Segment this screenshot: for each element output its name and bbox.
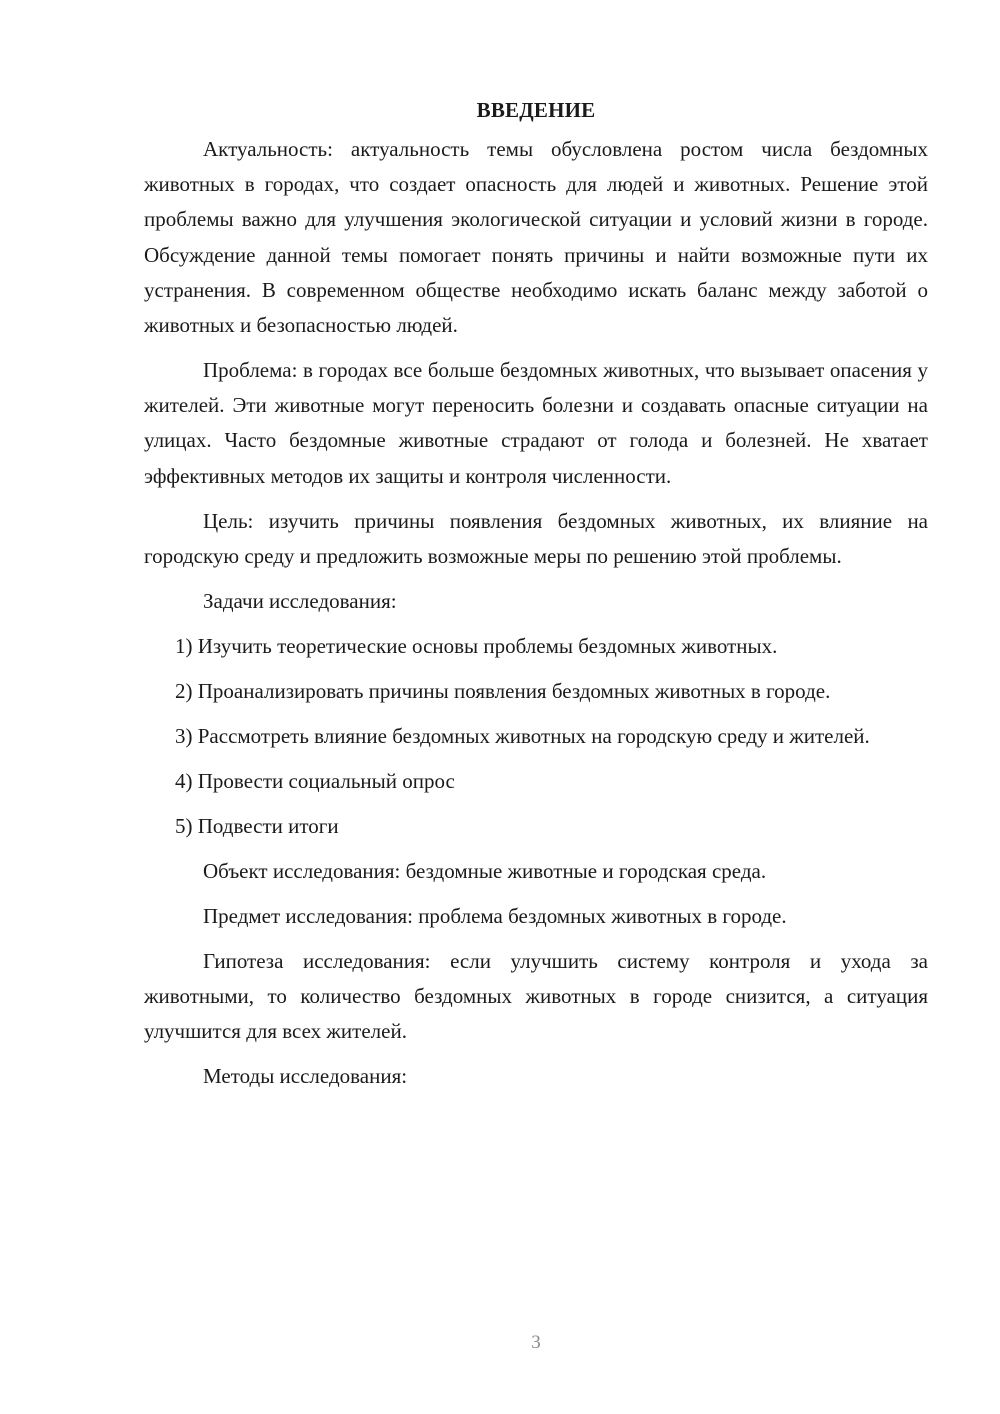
task-item-4: 4) Провести социальный опрос [175,768,455,793]
paragraph-object: Объект исследования: бездомные животные и городская среда. [203,858,767,883]
paragraph-hypothesis: Гипотеза исследования: если улучшить систему контроля и ухода за животными, то количество бездомных животных в городе снизится, а ситуация улучшится для всех жителей. [144,948,928,1044]
paragraph-subject: Предмет исследования: проблема бездомных животных в городе. [203,903,787,928]
task-item-5: 5) Подвести итоги [175,813,339,838]
task-item-2: 2) Проанализировать причины появления бездомных животных в городе. [175,678,831,703]
task-item-3: 3) Рассмотреть влияние бездомных животных на городскую среду и жителей. [175,723,870,748]
paragraph-goal: Цель: изучить причины появления бездомных животных, их влияние на городскую среду и предложить возможные меры по решению этой проблемы. [144,508,928,568]
section-title: ВВЕДЕНИЕ [476,98,596,122]
document-page [144,92,928,1104]
page-number: 3 [531,1332,541,1353]
tasks-heading: Задачи исследования: [203,588,397,613]
paragraph-problem: Проблема: в городах все больше бездомных животных, что вызывает опасения у жителей. Эти животные могут переносить болезни и создавать опасные ситуации на улицах. Часто бездомные животные страдают от голода и болезней. Не хватает эффективных методов их защиты и контроля численности. [144,358,928,488]
task-item-1: 1) Изучить теоретические основы проблемы бездомных животных. [175,633,778,658]
methods-heading: Методы исследования: [203,1064,408,1089]
paragraph-relevance: Актуальность: актуальность темы обусловлена ростом числа бездомных животных в городах, что создает опасность для людей и животных. Решение этой проблемы важно для улучшения экологической ситуации и условий жизни в городе. Обсуждение данной темы помогает понять причины и найти возможные пути их устранения. В современном обществе необходимо искать баланс между заботой о животных и безопасностью людей. [144,137,928,338]
